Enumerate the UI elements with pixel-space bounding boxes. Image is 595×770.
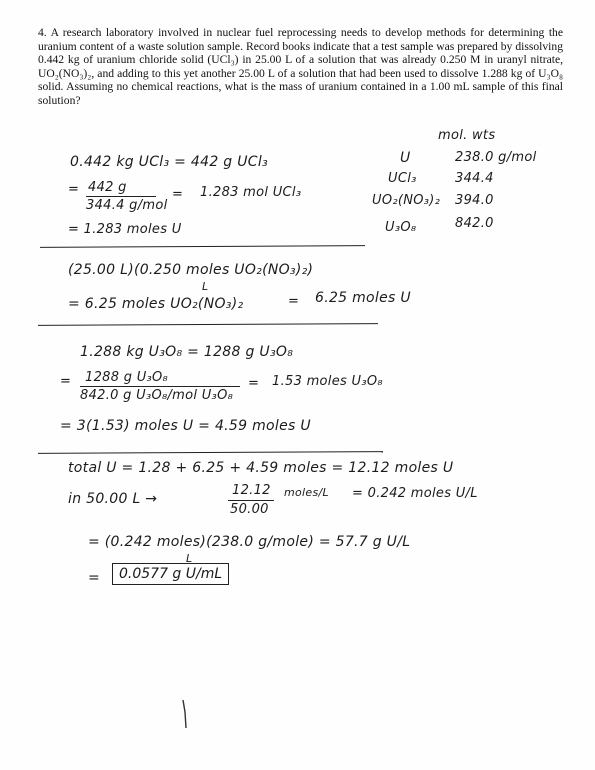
molar-row-species: UCl₃ [388,171,417,186]
molar-row-species: UO₂(NO₃)₂ [372,193,441,208]
molar-row-value: 344.4 [455,171,494,186]
molar-row-value: 842.0 [455,216,494,231]
u3o8-conversion: 1.288 kg U₃O₈ = 1288 g U₃O₈ [80,344,294,360]
ucl3-moles-u: = 1.283 moles U [68,222,182,237]
ucl3-equals-2: = [172,187,184,202]
problem-number: 4. [38,26,47,39]
mass-per-liter: = (0.242 moles)(238.0 g/mole) = 57.7 g U/L [88,534,411,550]
concentration-prefix: in 50.00 L → [68,491,158,507]
total-uranium: total U = 1.28 + 6.25 + 4.59 moles = 12.12 moles U [68,460,454,476]
u3o8-equals: = [60,374,72,389]
uo2-moles: = 6.25 moles UO₂(NO₃)₂ [68,296,244,312]
problem-text: A research laboratory involved in nuclear fuel reprocessing needs to develop methods for determining the uranium content of a waste solution sample. Record books indicate that a test sample was prepared by dissolving 0.442 kg of uranium chloride solid (UCl₃) in 25.00 L of a solution that was already 0.250 M in uranyl nitrate, UO₂(NO₃)₂, and adding to this yet another 25.00 L of a solution that had been used to dissolve 1.288 kg of U₃O₈ solid. Assuming no chemical reactions, what is the mass of uranium contained in a 1.00 mL sample of this final solution? [38,26,564,107]
uo2-equals: = [288,294,300,309]
mass-per-liter-denominator: L [186,552,193,565]
uo2-conversion: (25.00 L)(0.250 moles UO₂(NO₃)₂) [68,262,314,278]
ucl3-numerator: 442 g [88,180,127,195]
uo2-per-liter: L [202,280,209,293]
u3o8-denominator: 842.0 g U₃O₈/mol U₃O₈ [80,388,234,403]
concentration-result: = 0.242 moles U/L [352,486,478,501]
ucl3-equals: = [68,182,80,197]
concentration-denominator: 50.00 [230,502,269,517]
concentration-unit: moles/L [284,486,329,499]
u3o8-moles: 1.53 moles U₃O₈ [272,374,383,389]
final-equals: = [88,570,101,586]
u3o8-moles-u: = 3(1.53) moles U = 4.59 moles U [60,418,311,434]
ucl3-denominator: 344.4 g/mol [86,198,168,213]
u3o8-equals-2: = [248,376,260,391]
uo2-moles-u: 6.25 moles U [315,290,411,306]
concentration-numerator: 12.12 [232,483,271,498]
molar-row-species: U₃O₈ [385,220,417,235]
molar-row-species: U [400,150,411,166]
molar-row-value: 238.0 g/mol [455,150,537,165]
ucl3-moles: 1.283 mol UCl₃ [200,185,302,200]
ucl3-conversion: 0.442 kg UCl₃ = 442 g UCl₃ [70,154,268,170]
molar-table-title: mol. wts [438,128,496,143]
final-answer: 0.0577 g U/mL [119,566,223,582]
u3o8-numerator: 1288 g U₃O₈ [85,370,169,385]
molar-row-value: 394.0 [455,193,494,208]
